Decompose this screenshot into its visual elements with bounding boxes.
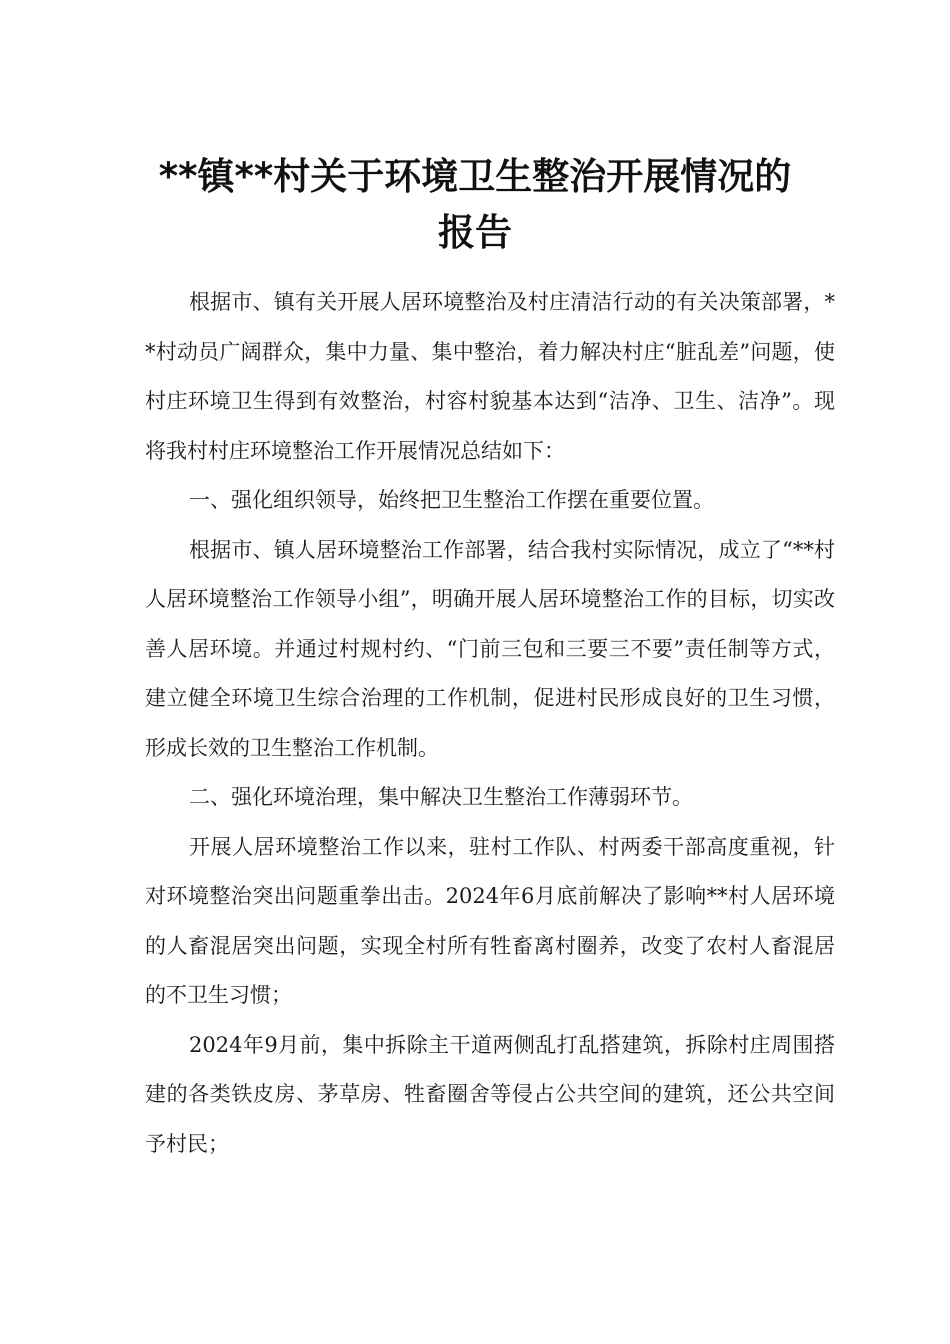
title-line-1: **镇**村关于环境卫生整治开展情况的	[158, 154, 792, 198]
document-title	[100, 149, 850, 261]
section-heading-1: 一、强化组织领导，始终把卫生整治工作摆在重要位置。	[189, 488, 714, 512]
title-line-2: 报告	[438, 210, 512, 254]
section-heading-2: 二、强化环境治理，集中解决卫生整治工作薄弱环节。	[189, 785, 693, 809]
paragraph-section-2b: 2024年9月前，集中拆除主干道两侧乱打乱搭建筑，拆除村庄周围搭建的各类铁皮房、茅草房、牲畜圈舍等侵占公共空间的建筑，还公共空间予村民；	[145, 1032, 835, 1156]
paragraph-section-2a: 开展人居环境整治工作以来，驻村工作队、村两委干部高度重视，针对环境整治突出问题重拳出击。2024年6月底前解决了影响**村人居环境的人畜混居突出问题，实现全村所有牲畜离村圈养，改变了农村人畜混居的不卫生习惯；	[145, 834, 835, 1007]
paragraph-intro: 根据市、镇有关开展人居环境整治及村庄清洁行动的有关决策部署，**村动员广阔群众，集中力量、集中整治，着力解决村庄“脏乱差”问题，使村庄环境卫生得到有效整治，村容村貌基本达到“洁净、卫生、洁净”。现将我村村庄环境整治工作开展情况总结如下：	[145, 290, 835, 463]
paragraph-section-1: 根据市、镇人居环境整治工作部署，结合我村实际情况，成立了“**村人居环境整治工作领导小组”，明确开展人居环境整治工作的目标，切实改善人居环境。并通过村规村约、“门前三包和三要三不要”责任制等方式，建立健全环境卫生综合治理的工作机制，促进村民形成良好的卫生习惯，形成长效的卫生整治工作机制。	[145, 537, 835, 760]
document-body	[145, 278, 835, 1169]
